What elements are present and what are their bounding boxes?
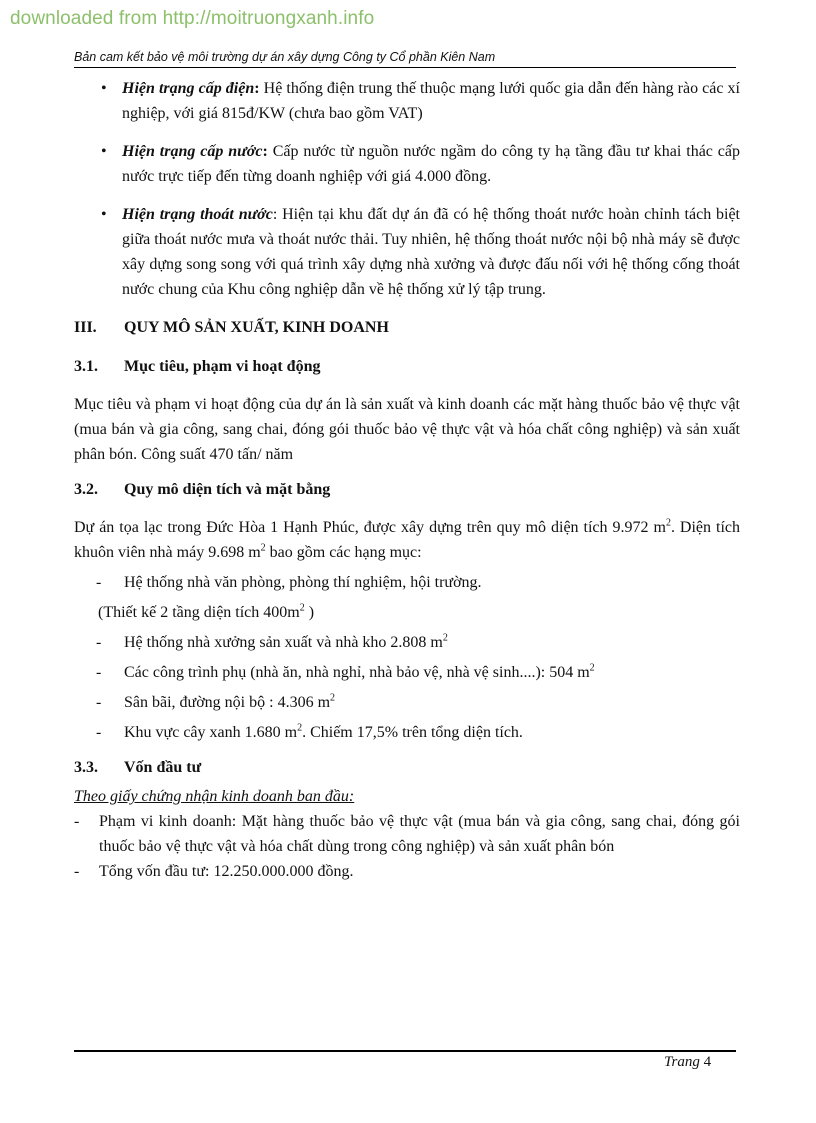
list-item-text: Hệ thống nhà xưởng sản xuất và nhà kho 2.808 m [124, 634, 443, 651]
dash-marker: - [74, 863, 80, 880]
text-run: Dự án tọa lạc trong Đức Hòa 1 Hạnh Phúc, được xây dựng trên quy mô diện tích 9.972 m [74, 519, 666, 536]
bullet-text: Cấp nước từ nguồn nước ngầm do công ty hạ tầng đầu tư khai thác cấp nước trực tiếp đến từng doanh nghiệp với giá 4.000 đồng. [122, 143, 740, 185]
list-item [96, 660, 740, 685]
bullet-title: Hiện trạng thoát nước [122, 206, 273, 223]
watermark-text: downloaded from http://moitruongxanh.info [10, 8, 375, 29]
bullet-icon: • [101, 80, 107, 97]
list-item [96, 690, 740, 715]
bullet-sep: : [262, 143, 268, 160]
section-number: III. [74, 319, 97, 336]
subsection-number: 3.1. [74, 358, 98, 375]
superscript: 2 [589, 662, 595, 674]
area-list [96, 570, 740, 595]
list-item [96, 720, 740, 745]
superscript: 2 [442, 632, 448, 644]
investment-subtitle: Theo giấy chứng nhận kinh doanh ban đầu: [74, 788, 355, 805]
list-item [74, 859, 740, 884]
page-label: Trang [664, 1054, 700, 1070]
bullet-sep: : [272, 206, 278, 223]
superscript: 2 [299, 602, 305, 614]
list-item-text: Các công trình phụ (nhà ăn, nhà nghỉ, nhà bảo vệ, nhà vệ sinh....): 504 m [124, 664, 590, 681]
subsection-heading-3-2 [74, 477, 740, 502]
text-run: (Thiết kế 2 tầng diện tích 400m [98, 604, 300, 621]
subsection-number: 3.3. [74, 759, 98, 776]
text-run: bao gồm các hạng mục: [265, 544, 422, 561]
section-title: QUY MÔ SẢN XUẤT, KINH DOANH [124, 319, 389, 336]
bullet-icon: • [101, 206, 107, 223]
bullet-power [74, 76, 740, 126]
subsection-title: Quy mô diện tích và mặt bằng [124, 481, 331, 498]
dash-marker: - [96, 694, 102, 711]
subsection-heading-3-1 [74, 354, 740, 379]
bullet-text: Hệ thống điện trung thế thuộc mạng lưới quốc gia dẫn đến hàng rào các xí nghiệp, với giá 815đ/KW (chưa bao gồm VAT) [122, 80, 741, 122]
dash-marker: - [96, 724, 102, 741]
subsection-number: 3.2. [74, 481, 98, 498]
list-item-text: . Chiếm 17,5% trên tổng diện tích. [302, 724, 523, 741]
text-run: . Diện tích khuôn viên nhà máy 9.698 m [74, 519, 741, 561]
paragraph-objectives: Mục tiêu và phạm vi hoạt động của dự án là sản xuất và kinh doanh các mặt hàng thuốc bảo vệ thực vật (mua bán và gia công, sang chai, đóng gói thuốc bảo vệ thực vật và hóa chất công nghiệp) và sản xuất phân bón. Công suất 470 tấn/ năm [74, 396, 740, 463]
bullet-title: Hiện trạng cấp điện [122, 80, 255, 97]
paragraph-area [74, 515, 740, 565]
dash-marker: - [96, 664, 102, 681]
superscript: 2 [665, 517, 671, 529]
section-heading-3 [74, 315, 740, 340]
text-run: ) [304, 604, 315, 621]
area-list-cont [96, 630, 740, 745]
superscript: 2 [330, 692, 336, 704]
bullet-text: Hiện tại khu đất dự án đã có hệ thống thoát nước hoàn chỉnh tách biệt giữa thoát nước mưa và thoát nước thải. Tuy nhiên, hệ thống thoát nước nội bộ nhà máy sẽ được xây dựng song song với quá trình xây dựng nhà xưởng và được đấu nối với hệ thống cống thoát nước chung của Khu công nghiệp dẫn về hệ thống xử lý tập trung. [122, 206, 740, 298]
subsection-heading-3-3 [74, 755, 740, 780]
list-item-text: Phạm vi kinh doanh: Mặt hàng thuốc bảo vệ thực vật (mua bán và gia công, sang chai, đóng gói thuốc bảo vệ thực vật và hóa chất dùng trong công nghiệp) và sản xuất phân bón [99, 813, 740, 855]
footer-divider [74, 1050, 736, 1052]
bullet-drainage [74, 202, 740, 302]
bullet-title: Hiện trạng cấp nước [122, 143, 263, 160]
page-footer [664, 1054, 711, 1071]
page-header: Bản cam kết bảo vệ môi trường dự án xây dựng Công ty Cổ phần Kiên Nam [74, 50, 736, 68]
dash-marker: - [96, 634, 102, 651]
document-body [74, 76, 740, 884]
design-note [98, 600, 740, 625]
list-item [96, 570, 740, 595]
list-item [74, 809, 740, 859]
dash-marker: - [96, 574, 102, 591]
superscript: 2 [297, 722, 303, 734]
superscript: 2 [260, 542, 266, 554]
list-item-text: Sân bãi, đường nội bộ : 4.306 m [124, 694, 331, 711]
list-item-text: Tổng vốn đầu tư: 12.250.000.000 đồng. [99, 863, 354, 880]
subsection-title: Vốn đầu tư [124, 759, 202, 776]
list-item [96, 630, 740, 655]
bullet-water [74, 139, 740, 189]
list-item-text: Hệ thống nhà văn phòng, phòng thí nghiệm, hội trường. [124, 574, 482, 591]
dash-marker: - [74, 813, 80, 830]
page-number: 4 [703, 1054, 712, 1070]
subsection-title: Mục tiêu, phạm vi hoạt động [124, 358, 321, 375]
bullet-icon: • [101, 143, 107, 160]
bullet-sep: : [254, 80, 260, 97]
list-item-text: Khu vực cây xanh 1.680 m [124, 724, 298, 741]
